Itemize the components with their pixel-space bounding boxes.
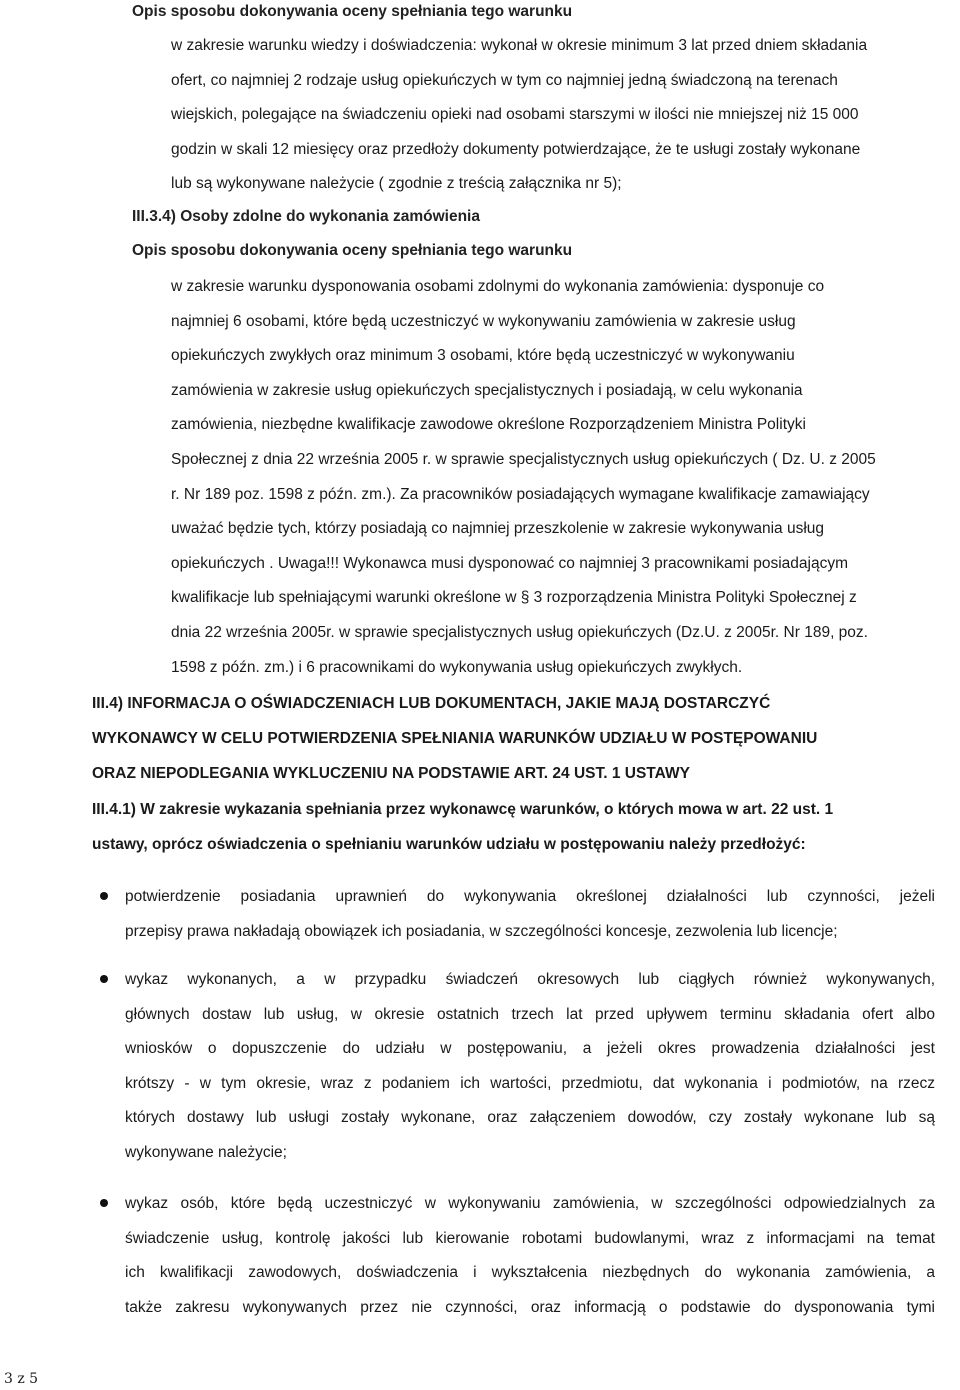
text-line: świadczenie usług, kontrolę jakości lub kierowanie robotami budowlanymi, wraz z informacjami na temat xyxy=(125,1229,935,1247)
text-line: przepisy prawa nakładają obowiązek ich posiadania, w szczególności koncesje, zezwolenia lub licencje; xyxy=(125,922,838,940)
paragraph xyxy=(171,29,941,202)
text-line: lub są wykonywane należycie ( zgodnie z treścią załącznika nr 5); xyxy=(171,175,622,193)
text-line: wykaz osób, które będą uczestniczyć w wykonywaniu zamówienia, w szczególności odpowiedzialnych za xyxy=(125,1195,935,1212)
text-line: opiekuńczych zwykłych oraz minimum 3 osobami, które będą uczestniczyć w wykonywaniu xyxy=(171,347,795,365)
bullet-icon xyxy=(100,892,108,900)
text-line: głównych dostaw lub usług, w okresie ostatnich trzech lat przed upływem terminu składania ofert albo xyxy=(125,1005,935,1023)
text-line: opiekuńczych . Uwaga!!! Wykonawca musi dysponować co najmniej 3 pracownikami posiadającym xyxy=(171,554,849,572)
text-line: godzin w skali 12 miesięcy oraz przedłoży dokumenty potwierdzające, że te usługi zostały wykonane xyxy=(171,140,861,158)
section-heading xyxy=(92,686,817,791)
subsection-heading xyxy=(92,792,833,862)
text-line: kwalifikacje lub spełniającymi warunki określone w § 3 rozporządzenia Ministra Polityki Społecznej z xyxy=(171,589,857,607)
heading-line: ORAZ NIEPODLEGANIA WYKLUCZENIU NA PODSTAWIE ART. 24 UST. 1 USTAWY xyxy=(92,765,690,782)
text-line: 1598 z późn. zm.) i 6 pracownikami do wykonywania usług opiekuńczych zwykłych. xyxy=(171,658,743,676)
section-heading: III.3.4) Osoby zdolne do wykonania zamówienia xyxy=(132,208,480,225)
page-number: 3 z 5 xyxy=(4,1371,39,1387)
text-line: także zakresu wykonywanych przez nie czynności, oraz informacją o podstawie do dysponowania tymi xyxy=(125,1298,935,1316)
bullet-icon xyxy=(100,975,108,983)
section-subheading: Opis sposobu dokonywania oceny spełniania tego warunku xyxy=(132,242,573,259)
heading-line: III.4.1) W zakresie wykazania spełniania przez wykonawcę warunków, o których mowa w art. 22 ust. 1 xyxy=(92,801,834,818)
text-line: wykaz wykonanych, a w przypadku świadczeń okresowych lub ciągłych również wykonywanych, xyxy=(125,971,935,988)
text-line: wykonywane należycie; xyxy=(125,1143,287,1161)
section-heading: Opis sposobu dokonywania oceny spełniania tego warunku xyxy=(132,3,573,20)
text-line: w zakresie warunku dysponowania osobami zdolnymi do wykonania zamówienia: dysponuje co xyxy=(171,278,825,295)
heading-line: ustawy, oprócz oświadczenia o spełnianiu warunków udziału w postępowaniu należy przedłożyć: xyxy=(92,836,806,853)
text-line: których dostawy lub usługi zostały wykonane, oraz załączeniem dowodów, czy zostały wykonane lub są xyxy=(125,1109,935,1127)
text-line: najmniej 6 osobami, które będą uczestniczyć w wykonywaniu zamówienia w zakresie usług xyxy=(171,312,796,330)
text-line: zamówienia w zakresie usług opiekuńczych specjalistycznych i posiadają, w celu wykonania xyxy=(171,381,803,399)
text-line: ich kwalifikacji zawodowych, doświadczenia i wykształcenia niezbędnych do wykonania zamówienia, a xyxy=(125,1264,935,1282)
text-line: Społecznej z dnia 22 września 2005 r. w sprawie specjalistycznych usług opiekuńczych ( Dz. U. z 2005 xyxy=(171,450,876,468)
text-line: potwierdzenie posiadania uprawnień do wykonywania określonej działalności lub czynności, jeżeli xyxy=(125,888,935,905)
text-line: krótszy - w tym okresie, wraz z podaniem ich wartości, przedmiotu, dat wykonania i podmiotów, na rzecz xyxy=(125,1074,935,1092)
text-line: dnia 22 września 2005r. w sprawie specjalistycznych usług opiekuńczych (Dz.U. z 2005r. Nr 189, poz. xyxy=(171,623,868,641)
text-line: r. Nr 189 poz. 1598 z późn. zm.). Za pracowników posiadających wymagane kwalifikacje zamawiający xyxy=(171,485,870,503)
text-line: zamówienia, niezbędne kwalifikacje zawodowe określone Rozporządzeniem Ministra Polityki xyxy=(171,416,806,434)
text-line: uważać będzie tych, którzy posiadają co najmniej przeszkolenie w zakresie wykonywania usług xyxy=(171,520,825,538)
heading-line: WYKONAWCY W CELU POTWIERDZENIA SPEŁNIANIA WARUNKÓW UDZIAŁU W POSTĘPOWANIU xyxy=(92,730,818,747)
text-line: wniosków o dopuszczenie do udziału w postępowaniu, a jeżeli okres prowadzenia działalności jest xyxy=(125,1040,935,1058)
text-line: ofert, co najmniej 2 rodzaje usług opiekuńczych w tym co najmniej jedną świadczoną na terenach xyxy=(171,71,838,89)
bullet-icon xyxy=(100,1199,108,1207)
text-line: wiejskich, polegające na świadczeniu opieki nad osobami starszymi w ilości nie mniejszej niż 15 000 xyxy=(171,106,859,124)
text-line: w zakresie warunku wiedzy i doświadczenia: wykonał w okresie minimum 3 lat przed dniem składania xyxy=(171,37,868,54)
paragraph xyxy=(171,270,941,685)
heading-line: III.4) INFORMACJA O OŚWIADCZENIACH LUB DOKUMENTACH, JAKIE MAJĄ DOSTARCZYĆ xyxy=(92,695,771,712)
